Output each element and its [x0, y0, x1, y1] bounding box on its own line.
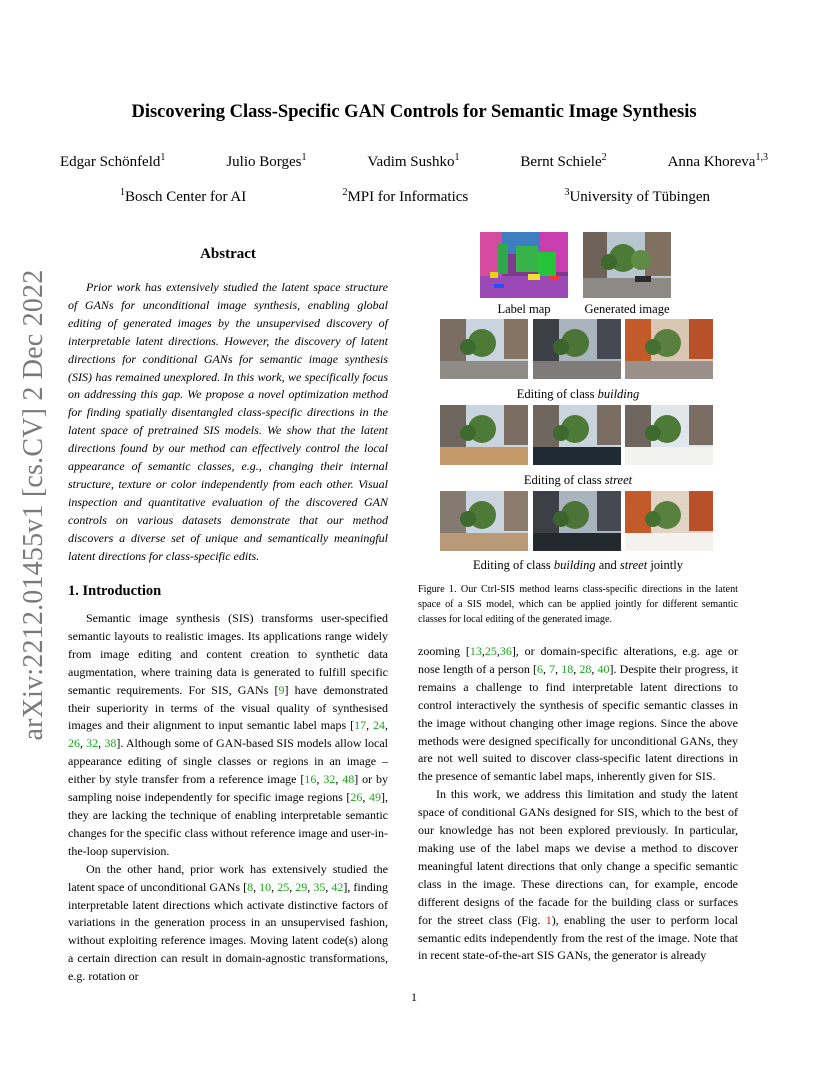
street-edit-image: [440, 405, 528, 465]
citation-link[interactable]: 35: [313, 879, 326, 894]
joint-edit-image: [533, 491, 621, 551]
citation-link[interactable]: 40: [597, 661, 610, 676]
citation-link[interactable]: 26: [350, 790, 363, 805]
joint-edit-caption: Editing of class building and street jointly: [473, 558, 683, 572]
figure-1: [418, 226, 738, 576]
citation-link[interactable]: 48: [342, 772, 355, 787]
citation-link[interactable]: 24: [373, 718, 386, 733]
citation-link[interactable]: 32: [86, 736, 99, 751]
affiliation: $^2$MPI for Informatics: [342, 187, 469, 205]
citation-link[interactable]: 29: [295, 879, 308, 894]
paragraph: On the other hand, prior work has extensively studied the latent space of unconditional GANs [8, 10, 25, 29, 35, 42], finding interpretable latent directions which activate distinctive factors of variations in the generation process in an unsupervised fashion, without exploiting reference images. Moving latent code(s) along a certain direction can result in domain-agnostic transformations, e.g. rotation or: [68, 861, 389, 984]
citation-link[interactable]: 13: [469, 644, 482, 658]
abstract-heading: Abstract: [200, 246, 256, 262]
affiliation-list: [120, 189, 710, 206]
paragraph: zooming [13,25,36], or domain-specific alterations, e.g. age or nose length of a person [6, 7, 18, 28, 40]. Despite their progress, it remains a challenge to find interpretable latent directions to control interactively the synthesis of specific semantic classes in the image without changing other image regions. Since the above methods were designed specifically for unconditional GANs, they are not well suited to discover class-specific latent directions in the presence of semantic label maps, inherently given for SIS.: [418, 644, 739, 784]
citation-link[interactable]: 36: [499, 644, 512, 658]
figure-link[interactable]: 1: [545, 912, 552, 927]
generated-image-caption: Generated image: [584, 302, 670, 316]
author: Julio Borges$^1$: [226, 152, 307, 170]
author: Edgar Schönfeld$^1$: [60, 152, 166, 170]
affiliation: $^1$Bosch Center for AI: [120, 187, 247, 205]
intro-left-column: [68, 610, 388, 986]
building-edit-image: [533, 319, 621, 379]
building-edit-image: [625, 319, 713, 379]
citation-link[interactable]: 32: [323, 772, 336, 787]
citation-link[interactable]: 10: [259, 879, 272, 894]
citation-link[interactable]: 25: [277, 879, 290, 894]
citation-link[interactable]: 18: [561, 661, 574, 676]
citation-link[interactable]: 25: [484, 644, 497, 658]
page-number: 1: [411, 990, 417, 1004]
street-edit-caption: Editing of class street: [523, 473, 633, 487]
author: Bernt Schiele$^2$: [520, 152, 607, 170]
building-edit-caption: Editing of class building: [516, 387, 640, 401]
citation-link[interactable]: 38: [104, 736, 117, 751]
citation-link[interactable]: 8: [247, 879, 254, 894]
street-edit-image: [533, 405, 621, 465]
citation-link[interactable]: 16: [304, 772, 317, 787]
citation-link[interactable]: 9: [278, 682, 285, 697]
citation-link[interactable]: 7: [549, 661, 556, 676]
section-heading-introduction: 1. Introduction: [68, 583, 162, 599]
paper-title: Discovering Class-Specific GAN Controls for Semantic Image Synthesis: [131, 102, 697, 122]
citation-link[interactable]: 49: [369, 790, 381, 805]
paragraph: Semantic image synthesis (SIS) transforms user-specified semantic layouts to realistic images. Its applications range widely from image editing and content creation to synthetic data augmentation, where training data is generated to fulfill specific semantic requirements. For SIS, GANs [9] have demonstrated their superiority in terms of the visual quality of synthesised images and their alignment to input semantic label maps [17, 24, 26, 32, 38]. Although some of GAN-based SIS models allow local appearance editing of single classes or regions in an image – either by style transfer from a reference image [16, 32, 48] or by sampling noise independently for specific image regions [26, 49], they are lacking the technique of enabling interpretable semantic changes for the specific class without reference image and user-in-the-loop supervision.: [68, 611, 389, 858]
arxiv-identifier: arXiv:2212.01455v1 [cs.CV] 2 Dec 2022: [18, 269, 49, 741]
arxiv-sidebar: [0, 0, 60, 1072]
citation-link[interactable]: 26: [68, 736, 80, 751]
figure-caption: Figure 1. Our Ctrl-SIS method learns class-specific directions in the latent space of a SIS model, which can be applied jointly for different semantic classes for local editing of the generated image.: [418, 584, 738, 625]
paragraph: In this work, we address this limitation and study the latent space of conditional GANs designed for SIS, which to the best of our knowledge has not been explored previously. In particular, making use of the label maps we devise a method to discover meaningful latent directions that only change a specific semantic class in the image. These directions can, for example, encode different designs of the facade for the building class or surfaces for the street class (Fig. 1), enabling the user to perform local semantic edits independently from the rest of the image. Note that in recent state-of-the-art SIS GANs, the generator is already: [418, 787, 739, 963]
citation-link[interactable]: 42: [331, 879, 344, 894]
generated-image: [583, 232, 671, 298]
building-edit-image: [440, 319, 528, 379]
affiliation: $^3$University of Tübingen: [564, 187, 710, 205]
author: Anna Khoreva$^{1,3}$: [667, 152, 768, 170]
joint-edit-image: [625, 491, 713, 551]
author: Vadim Sushko$^1$: [367, 152, 460, 170]
street-edit-image: [625, 405, 713, 465]
label-map-caption: Label map: [497, 302, 551, 316]
intro-right-column: [418, 643, 738, 965]
abstract-text: Prior work has extensively studied the latent space structure of GANs for unconditional image synthesis, enabling global editing of generated images by the unsupervised discovery of interpretable latent directions. However, the discovery of latent directions for conditional GANs for semantic image synthesis (SIS) has remained unexplored. In this work, we specifically focus on addressing this gap. We propose a novel optimization method for finding spatially disentangled class-specific directions in the latent space of pretrained SIS models. We show that the latent directions found by our method can effectively control the local appearance of semantic classes, e.g., changing their internal structure, texture or color independently from each other. Visual inspection and quantitative evaluation of the discovered GAN controls on various datasets demonstrate that our method discovers a diverse set of unique and semantically meaningful latent directions for class-specific edits.: [68, 280, 388, 563]
citation-link[interactable]: 17: [354, 718, 367, 733]
citation-link[interactable]: 28: [579, 661, 592, 676]
author-list: [60, 154, 768, 171]
joint-edit-image: [440, 491, 528, 551]
label-map-image: [480, 232, 568, 298]
citation-link[interactable]: 6: [536, 661, 543, 676]
